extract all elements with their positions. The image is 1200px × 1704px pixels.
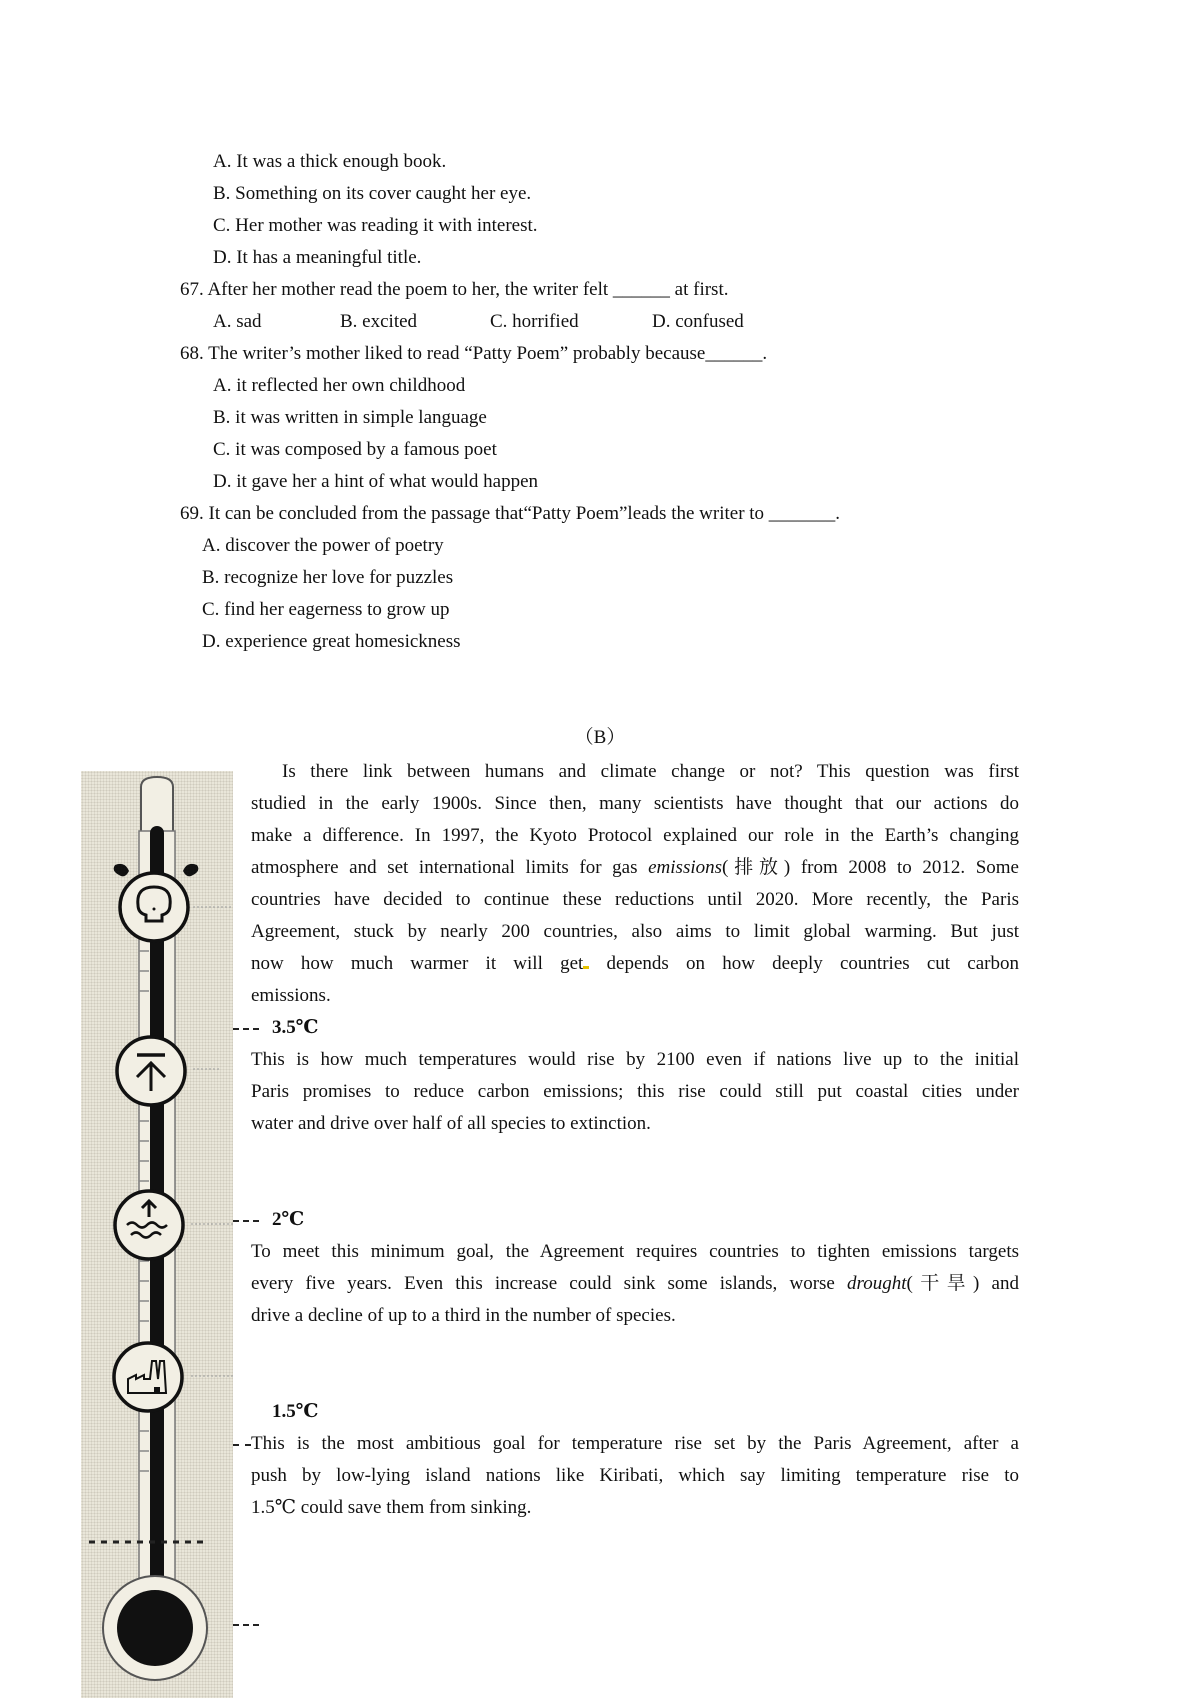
q68-option-a: A. it reflected her own childhood: [213, 375, 466, 396]
q66-option-a: A. It was a thick enough book.: [213, 151, 447, 172]
q66-option-c: C. Her mother was reading it with interest.: [213, 215, 538, 236]
section-label-35: 3.5℃: [272, 1017, 319, 1038]
q66-option-d: D. It has a meaningful title.: [213, 247, 422, 268]
intro-line-2: studied in the early 1900s. Since then, many scientists have thought that our actions do: [251, 793, 1019, 814]
section-15-line-3: 1.5℃ could save them from sinking.: [251, 1497, 532, 1518]
q69-option-d: D. experience great homesickness: [202, 631, 461, 652]
sea-level-rise-icon: [113, 1033, 189, 1109]
intro-line-7: [251, 953, 1019, 975]
intro-line-6: Agreement, stuck by nearly 200 countries, also aims to limit global warming. But just: [251, 921, 1019, 942]
connector-line-2: [233, 1220, 259, 1222]
q68-option-b: B. it was written in simple language: [213, 407, 487, 428]
skull-icon: [116, 869, 192, 945]
q68-option-c: C. it was composed by a famous poet: [213, 439, 497, 460]
intro-line-4-rest: (排放) from 2008 to 2012. Some: [722, 857, 1019, 878]
section-2-line-2-text: every five years. Even this increase could sink some islands, worse: [251, 1273, 848, 1294]
passage-heading: （B）: [574, 727, 626, 748]
section-35-line-2: Paris promises to reduce carbon emissions; this rise could still put coastal cities under: [251, 1081, 1019, 1102]
section-35-line-3: water and drive over half of all species to extinction.: [251, 1113, 651, 1134]
q67-option-a: A. sad: [213, 311, 262, 332]
section-2-line-2: [251, 1273, 1019, 1295]
intro-line-7-rest: depends on how deeply countries cut carbon: [589, 953, 1019, 974]
connector-line-baseline: [233, 1624, 259, 1626]
term-emissions: emissions: [648, 857, 723, 878]
section-2-line-3: drive a decline of up to a third in the number of species.: [251, 1305, 676, 1326]
intro-line-7-text: now how much warmer it will get: [251, 953, 584, 974]
section-label-2: 2℃: [272, 1209, 305, 1230]
factory-icon: [110, 1339, 186, 1415]
intro-line-4: [251, 857, 1019, 879]
intro-line-1: Is there link between humans and climate change or not? This question was first: [282, 761, 1019, 782]
q67-stem: 67. After her mother read the poem to her, the writer felt ______ at first.: [180, 279, 729, 300]
thermometer-illustration: [81, 771, 233, 1698]
intro-line-3: make a difference. In 1997, the Kyoto Protocol explained our role in the Earth’s changing: [251, 825, 1019, 846]
q67-option-d: D. confused: [652, 311, 744, 332]
q68-option-d: D. it gave her a hint of what would happen: [213, 471, 539, 492]
section-15-line-2: push by low-lying island nations like Kiribati, which say limiting temperature rise to: [251, 1465, 1019, 1486]
intro-line-8: emissions.: [251, 985, 331, 1006]
q67-option-b: B. excited: [340, 311, 418, 332]
connector-line-35: [233, 1028, 259, 1030]
flood-wave-icon: [111, 1187, 187, 1263]
intro-line-5: countries have decided to continue these reductions until 2020. More recently, the Paris: [251, 889, 1019, 910]
q66-option-b: B. Something on its cover caught her eye.: [213, 183, 532, 204]
q67-option-c: C. horrified: [490, 311, 579, 332]
q69-option-b: B. recognize her love for puzzles: [202, 567, 454, 588]
section-15-line-1: This is the most ambitious goal for temperature rise set by the Paris Agreement, after a: [251, 1433, 1019, 1454]
q68-stem: 68. The writer’s mother liked to read “Patty Poem” probably because______.: [180, 343, 768, 364]
term-drought: drought: [847, 1273, 907, 1294]
q69-option-a: A. discover the power of poetry: [202, 535, 444, 556]
q69-option-c: C. find her eagerness to grow up: [202, 599, 450, 620]
intro-line-4-text: atmosphere and set international limits for gas: [251, 857, 649, 878]
section-2-line-2-rest: (干旱) and: [906, 1273, 1019, 1294]
section-35-line-1: This is how much temperatures would rise by 2100 even if nations live up to the initial: [251, 1049, 1019, 1070]
section-2-line-1: To meet this minimum goal, the Agreement requires countries to tighten emissions targets: [251, 1241, 1019, 1262]
q69-stem: 69. It can be concluded from the passage that“Patty Poem”leads the writer to _______.: [180, 503, 841, 524]
section-label-15: 1.5℃: [272, 1401, 319, 1422]
connector-line-15: [233, 1444, 251, 1446]
